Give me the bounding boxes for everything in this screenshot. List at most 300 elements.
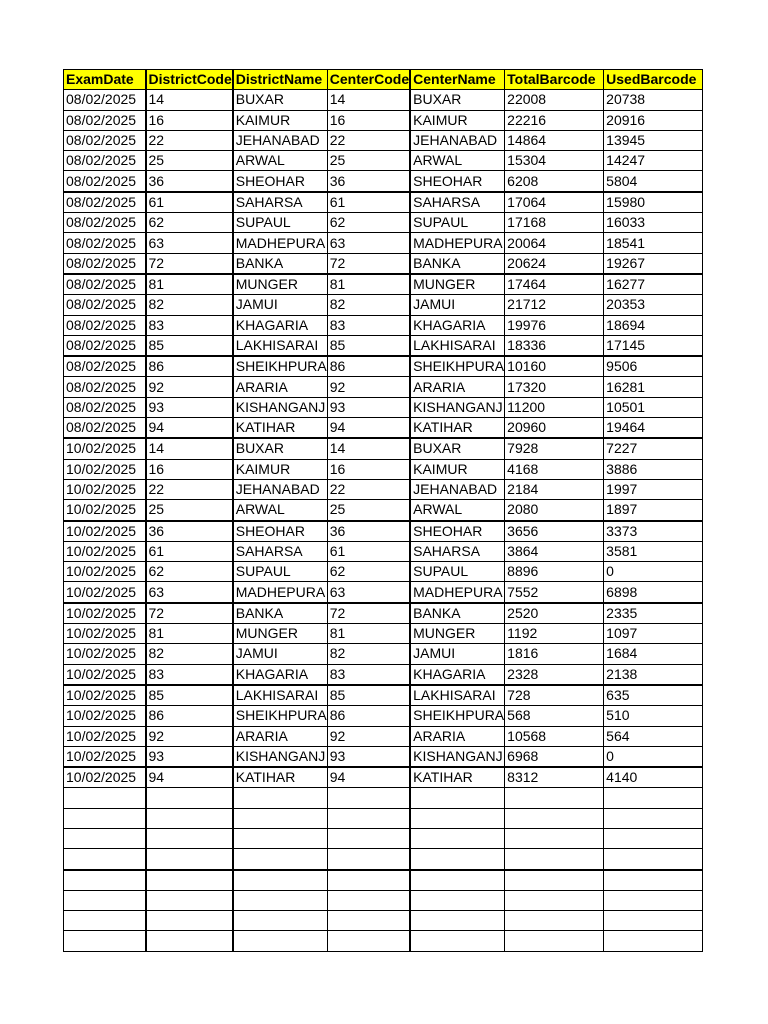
table-cell[interactable]: 6208 <box>505 171 604 192</box>
column-header[interactable]: ExamDate <box>64 70 146 90</box>
table-cell[interactable]: BUXAR <box>233 438 328 459</box>
table-cell[interactable]: 22 <box>146 479 233 499</box>
table-cell[interactable]: KAIMUR <box>410 459 505 479</box>
table-cell[interactable]: 20960 <box>505 418 604 439</box>
table-cell[interactable]: ARARIA <box>233 726 328 746</box>
table-cell[interactable]: 86 <box>327 706 410 726</box>
table-cell[interactable]: 21712 <box>505 295 604 315</box>
table-cell[interactable]: 13945 <box>604 130 703 150</box>
table-cell[interactable]: 19464 <box>604 418 703 439</box>
table-cell[interactable]: 08/02/2025 <box>64 295 146 315</box>
table-cell[interactable]: SUPAUL <box>410 213 505 233</box>
table-cell[interactable]: 1897 <box>604 500 703 521</box>
table-cell[interactable]: KATIHAR <box>233 418 328 439</box>
table-cell[interactable]: SHEIKHPURA <box>410 356 505 377</box>
table-cell[interactable] <box>146 849 233 870</box>
table-cell[interactable]: 16281 <box>604 377 703 397</box>
table-cell[interactable]: 11200 <box>505 397 604 417</box>
table-cell[interactable]: KHAGARIA <box>233 664 328 685</box>
table-cell[interactable]: 72 <box>327 603 410 624</box>
table-cell[interactable]: SAHARSA <box>233 541 328 561</box>
table-cell[interactable] <box>410 911 505 931</box>
table-cell[interactable]: 14 <box>327 438 410 459</box>
table-cell[interactable]: 08/02/2025 <box>64 213 146 233</box>
table-cell[interactable]: 10160 <box>505 356 604 377</box>
table-cell[interactable]: 08/02/2025 <box>64 335 146 356</box>
table-cell[interactable]: 10/02/2025 <box>64 541 146 561</box>
table-cell[interactable]: 08/02/2025 <box>64 315 146 335</box>
table-cell[interactable]: 08/02/2025 <box>64 171 146 192</box>
table-cell[interactable]: 2335 <box>604 603 703 624</box>
table-cell[interactable]: 8896 <box>505 562 604 582</box>
table-cell[interactable]: 22216 <box>505 110 604 130</box>
table-cell[interactable]: 83 <box>327 315 410 335</box>
table-cell[interactable] <box>410 808 505 828</box>
table-cell[interactable]: JAMUI <box>233 644 328 664</box>
table-cell[interactable]: BUXAR <box>233 90 328 110</box>
table-cell[interactable]: KATIHAR <box>410 767 505 788</box>
table-cell[interactable]: KATIHAR <box>410 418 505 439</box>
table-cell[interactable]: 568 <box>505 706 604 726</box>
table-cell[interactable]: 10/02/2025 <box>64 603 146 624</box>
table-cell[interactable]: 10/02/2025 <box>64 479 146 499</box>
table-cell[interactable]: 86 <box>146 706 233 726</box>
table-cell[interactable]: 63 <box>327 233 410 253</box>
table-cell[interactable]: 08/02/2025 <box>64 356 146 377</box>
table-cell[interactable]: 36 <box>327 171 410 192</box>
table-cell[interactable] <box>410 870 505 891</box>
table-cell[interactable] <box>327 849 410 870</box>
table-cell[interactable]: BUXAR <box>410 90 505 110</box>
table-cell[interactable]: 61 <box>327 541 410 561</box>
table-cell[interactable]: MADHEPURA <box>410 582 505 603</box>
table-cell[interactable]: BANKA <box>410 603 505 624</box>
table-cell[interactable]: JAMUI <box>233 295 328 315</box>
table-cell[interactable]: 6968 <box>505 746 604 767</box>
table-cell[interactable] <box>64 931 146 951</box>
table-cell[interactable]: 19267 <box>604 253 703 274</box>
table-cell[interactable]: 25 <box>327 151 410 171</box>
table-cell[interactable]: BUXAR <box>410 438 505 459</box>
table-cell[interactable]: 36 <box>327 521 410 542</box>
table-cell[interactable]: 1097 <box>604 624 703 644</box>
table-cell[interactable]: KAIMUR <box>233 110 328 130</box>
table-cell[interactable]: 15980 <box>604 192 703 213</box>
table-cell[interactable]: 93 <box>146 397 233 417</box>
table-cell[interactable]: KISHANGANJ <box>233 397 328 417</box>
table-cell[interactable]: 18541 <box>604 233 703 253</box>
table-cell[interactable]: 94 <box>146 767 233 788</box>
table-cell[interactable]: 62 <box>146 213 233 233</box>
table-cell[interactable]: 10/02/2025 <box>64 644 146 664</box>
table-cell[interactable]: 22008 <box>505 90 604 110</box>
table-cell[interactable] <box>327 788 410 808</box>
table-cell[interactable]: SHEOHAR <box>410 171 505 192</box>
table-cell[interactable]: 17168 <box>505 213 604 233</box>
table-cell[interactable]: SHEOHAR <box>410 521 505 542</box>
table-cell[interactable]: 86 <box>146 356 233 377</box>
table-cell[interactable]: 82 <box>146 295 233 315</box>
table-cell[interactable]: 22 <box>327 130 410 150</box>
table-cell[interactable]: 22 <box>146 130 233 150</box>
table-cell[interactable]: 25 <box>327 500 410 521</box>
table-cell[interactable]: 10/02/2025 <box>64 562 146 582</box>
table-cell[interactable]: 92 <box>146 726 233 746</box>
table-cell[interactable]: 20064 <box>505 233 604 253</box>
table-cell[interactable]: 7552 <box>505 582 604 603</box>
table-cell[interactable] <box>410 828 505 848</box>
table-cell[interactable]: 17064 <box>505 192 604 213</box>
table-cell[interactable]: 4140 <box>604 767 703 788</box>
table-cell[interactable]: 10/02/2025 <box>64 726 146 746</box>
table-cell[interactable]: 08/02/2025 <box>64 253 146 274</box>
table-cell[interactable]: ARARIA <box>410 377 505 397</box>
table-cell[interactable]: JEHANABAD <box>233 130 328 150</box>
table-cell[interactable]: 20738 <box>604 90 703 110</box>
table-cell[interactable] <box>505 890 604 910</box>
table-cell[interactable]: JEHANABAD <box>410 130 505 150</box>
table-cell[interactable]: 08/02/2025 <box>64 377 146 397</box>
table-cell[interactable]: 510 <box>604 706 703 726</box>
table-cell[interactable]: 3373 <box>604 521 703 542</box>
table-cell[interactable]: SHEIKHPURA <box>233 706 328 726</box>
table-cell[interactable]: 17464 <box>505 274 604 295</box>
table-cell[interactable]: 16 <box>146 110 233 130</box>
table-cell[interactable]: 08/02/2025 <box>64 130 146 150</box>
table-cell[interactable]: 10/02/2025 <box>64 664 146 685</box>
table-cell[interactable]: 10/02/2025 <box>64 746 146 767</box>
table-cell[interactable]: 19976 <box>505 315 604 335</box>
table-cell[interactable]: SHEIKHPURA <box>233 356 328 377</box>
table-cell[interactable]: 10/02/2025 <box>64 767 146 788</box>
table-cell[interactable]: 93 <box>146 746 233 767</box>
table-cell[interactable]: 08/02/2025 <box>64 192 146 213</box>
column-header[interactable]: DistrictCode <box>146 70 233 90</box>
table-cell[interactable]: ARARIA <box>233 377 328 397</box>
table-cell[interactable]: MUNGER <box>233 274 328 295</box>
table-cell[interactable]: 16033 <box>604 213 703 233</box>
table-cell[interactable]: SHEOHAR <box>233 171 328 192</box>
table-cell[interactable] <box>64 808 146 828</box>
table-cell[interactable] <box>604 788 703 808</box>
table-cell[interactable] <box>64 890 146 910</box>
table-cell[interactable]: 08/02/2025 <box>64 151 146 171</box>
table-cell[interactable]: 10/02/2025 <box>64 459 146 479</box>
table-cell[interactable] <box>604 931 703 951</box>
table-cell[interactable]: 25 <box>146 500 233 521</box>
table-cell[interactable]: 62 <box>327 213 410 233</box>
table-cell[interactable]: 2328 <box>505 664 604 685</box>
table-cell[interactable] <box>64 849 146 870</box>
table-cell[interactable]: 728 <box>505 685 604 706</box>
table-cell[interactable]: SUPAUL <box>233 562 328 582</box>
table-cell[interactable]: 61 <box>327 192 410 213</box>
table-cell[interactable]: 93 <box>327 746 410 767</box>
table-cell[interactable] <box>146 870 233 891</box>
table-cell[interactable]: 18694 <box>604 315 703 335</box>
table-cell[interactable]: MUNGER <box>233 624 328 644</box>
table-cell[interactable] <box>410 890 505 910</box>
table-cell[interactable] <box>233 788 328 808</box>
table-cell[interactable]: 08/02/2025 <box>64 418 146 439</box>
table-cell[interactable]: 61 <box>146 541 233 561</box>
table-cell[interactable]: 3581 <box>604 541 703 561</box>
table-cell[interactable]: 1192 <box>505 624 604 644</box>
table-cell[interactable]: 08/02/2025 <box>64 397 146 417</box>
table-cell[interactable] <box>604 849 703 870</box>
table-cell[interactable]: 61 <box>146 192 233 213</box>
table-cell[interactable]: 10568 <box>505 726 604 746</box>
table-cell[interactable]: 81 <box>327 274 410 295</box>
table-cell[interactable]: 7227 <box>604 438 703 459</box>
table-cell[interactable]: 18336 <box>505 335 604 356</box>
table-cell[interactable]: LAKHISARAI <box>410 335 505 356</box>
table-cell[interactable]: 85 <box>146 685 233 706</box>
table-cell[interactable]: 92 <box>327 726 410 746</box>
table-cell[interactable]: SAHARSA <box>410 541 505 561</box>
table-cell[interactable]: 564 <box>604 726 703 746</box>
table-cell[interactable]: 14 <box>146 90 233 110</box>
table-cell[interactable]: 16 <box>327 459 410 479</box>
table-cell[interactable]: 17145 <box>604 335 703 356</box>
table-cell[interactable]: 10/02/2025 <box>64 624 146 644</box>
table-cell[interactable]: 14 <box>146 438 233 459</box>
table-cell[interactable] <box>233 808 328 828</box>
table-cell[interactable]: KHAGARIA <box>233 315 328 335</box>
column-header[interactable]: DistrictName <box>233 70 328 90</box>
table-cell[interactable]: 25 <box>146 151 233 171</box>
table-cell[interactable]: 63 <box>327 582 410 603</box>
table-cell[interactable] <box>146 911 233 931</box>
table-cell[interactable] <box>604 828 703 848</box>
table-cell[interactable] <box>64 911 146 931</box>
table-cell[interactable]: 2184 <box>505 479 604 499</box>
table-cell[interactable]: 82 <box>327 644 410 664</box>
table-cell[interactable]: 10501 <box>604 397 703 417</box>
table-cell[interactable] <box>327 808 410 828</box>
table-cell[interactable]: ARWAL <box>233 151 328 171</box>
table-cell[interactable]: KAIMUR <box>233 459 328 479</box>
table-cell[interactable] <box>64 828 146 848</box>
table-cell[interactable]: JAMUI <box>410 644 505 664</box>
table-cell[interactable]: 83 <box>146 664 233 685</box>
table-cell[interactable]: 15304 <box>505 151 604 171</box>
table-cell[interactable] <box>410 931 505 951</box>
table-cell[interactable]: 20916 <box>604 110 703 130</box>
table-cell[interactable] <box>505 911 604 931</box>
table-cell[interactable] <box>327 870 410 891</box>
table-cell[interactable] <box>505 808 604 828</box>
table-cell[interactable] <box>410 788 505 808</box>
table-cell[interactable]: 16277 <box>604 274 703 295</box>
table-cell[interactable]: 14 <box>327 90 410 110</box>
table-cell[interactable]: SUPAUL <box>410 562 505 582</box>
table-cell[interactable]: 08/02/2025 <box>64 233 146 253</box>
table-cell[interactable] <box>505 849 604 870</box>
table-cell[interactable]: 92 <box>327 377 410 397</box>
table-cell[interactable]: SAHARSA <box>410 192 505 213</box>
table-cell[interactable]: 14864 <box>505 130 604 150</box>
table-cell[interactable]: LAKHISARAI <box>233 685 328 706</box>
table-cell[interactable]: 72 <box>146 253 233 274</box>
table-cell[interactable] <box>64 788 146 808</box>
table-cell[interactable]: KHAGARIA <box>410 315 505 335</box>
table-cell[interactable]: SHEIKHPURA <box>410 706 505 726</box>
table-cell[interactable]: 635 <box>604 685 703 706</box>
table-cell[interactable]: KISHANGANJ <box>410 397 505 417</box>
table-cell[interactable]: 92 <box>146 377 233 397</box>
table-cell[interactable]: 10/02/2025 <box>64 500 146 521</box>
table-cell[interactable]: KATIHAR <box>233 767 328 788</box>
table-cell[interactable]: 20353 <box>604 295 703 315</box>
table-cell[interactable] <box>604 890 703 910</box>
table-cell[interactable]: 5804 <box>604 171 703 192</box>
table-cell[interactable]: 81 <box>146 274 233 295</box>
table-cell[interactable]: 93 <box>327 397 410 417</box>
table-cell[interactable] <box>327 828 410 848</box>
table-cell[interactable]: 7928 <box>505 438 604 459</box>
table-cell[interactable]: KHAGARIA <box>410 664 505 685</box>
table-cell[interactable] <box>505 788 604 808</box>
table-cell[interactable]: 08/02/2025 <box>64 274 146 295</box>
column-header[interactable]: UsedBarcode <box>604 70 703 90</box>
table-cell[interactable]: 2080 <box>505 500 604 521</box>
table-cell[interactable]: 9506 <box>604 356 703 377</box>
table-cell[interactable] <box>233 849 328 870</box>
table-cell[interactable]: ARARIA <box>410 726 505 746</box>
table-cell[interactable]: 16 <box>146 459 233 479</box>
table-cell[interactable]: 82 <box>146 644 233 664</box>
table-cell[interactable]: BANKA <box>233 603 328 624</box>
table-cell[interactable] <box>146 890 233 910</box>
table-cell[interactable]: MUNGER <box>410 624 505 644</box>
table-cell[interactable] <box>146 788 233 808</box>
table-cell[interactable]: 86 <box>327 356 410 377</box>
table-cell[interactable]: 62 <box>146 562 233 582</box>
table-cell[interactable]: 10/02/2025 <box>64 582 146 603</box>
table-cell[interactable]: 85 <box>146 335 233 356</box>
table-cell[interactable] <box>327 931 410 951</box>
table-cell[interactable]: 16 <box>327 110 410 130</box>
table-cell[interactable]: 85 <box>327 685 410 706</box>
table-cell[interactable]: 3886 <box>604 459 703 479</box>
table-cell[interactable]: 08/02/2025 <box>64 90 146 110</box>
column-header[interactable]: CenterCode <box>327 70 410 90</box>
table-cell[interactable]: LAKHISARAI <box>233 335 328 356</box>
table-cell[interactable]: 83 <box>146 315 233 335</box>
table-cell[interactable]: 14247 <box>604 151 703 171</box>
table-cell[interactable]: MUNGER <box>410 274 505 295</box>
table-cell[interactable] <box>505 828 604 848</box>
table-cell[interactable]: 85 <box>327 335 410 356</box>
table-cell[interactable]: 3864 <box>505 541 604 561</box>
table-cell[interactable]: MADHEPURA <box>233 233 328 253</box>
table-cell[interactable]: 6898 <box>604 582 703 603</box>
table-cell[interactable]: 8312 <box>505 767 604 788</box>
table-cell[interactable] <box>64 870 146 891</box>
table-cell[interactable]: 94 <box>327 418 410 439</box>
table-cell[interactable]: 10/02/2025 <box>64 685 146 706</box>
table-cell[interactable]: JAMUI <box>410 295 505 315</box>
table-cell[interactable]: ARWAL <box>410 500 505 521</box>
table-cell[interactable] <box>604 808 703 828</box>
table-cell[interactable]: 94 <box>146 418 233 439</box>
table-cell[interactable]: 1684 <box>604 644 703 664</box>
table-cell[interactable]: 36 <box>146 521 233 542</box>
table-cell[interactable]: 2520 <box>505 603 604 624</box>
table-cell[interactable]: KISHANGANJ <box>410 746 505 767</box>
table-cell[interactable]: KISHANGANJ <box>233 746 328 767</box>
table-cell[interactable]: 08/02/2025 <box>64 110 146 130</box>
table-cell[interactable]: 4168 <box>505 459 604 479</box>
table-cell[interactable] <box>233 931 328 951</box>
table-cell[interactable] <box>327 911 410 931</box>
table-cell[interactable]: 63 <box>146 582 233 603</box>
table-cell[interactable] <box>505 870 604 891</box>
table-cell[interactable]: 1997 <box>604 479 703 499</box>
table-cell[interactable]: JEHANABAD <box>410 479 505 499</box>
table-cell[interactable] <box>327 890 410 910</box>
table-cell[interactable] <box>146 828 233 848</box>
table-cell[interactable]: 10/02/2025 <box>64 706 146 726</box>
table-cell[interactable]: 36 <box>146 171 233 192</box>
table-cell[interactable]: SUPAUL <box>233 213 328 233</box>
table-cell[interactable]: 0 <box>604 562 703 582</box>
table-cell[interactable] <box>233 890 328 910</box>
table-cell[interactable]: MADHEPURA <box>410 233 505 253</box>
table-cell[interactable]: 83 <box>327 664 410 685</box>
table-cell[interactable] <box>505 931 604 951</box>
table-cell[interactable]: KAIMUR <box>410 110 505 130</box>
table-cell[interactable]: 82 <box>327 295 410 315</box>
table-cell[interactable]: 72 <box>146 603 233 624</box>
table-cell[interactable]: BANKA <box>410 253 505 274</box>
table-cell[interactable]: BANKA <box>233 253 328 274</box>
table-cell[interactable]: 10/02/2025 <box>64 521 146 542</box>
table-cell[interactable]: 1816 <box>505 644 604 664</box>
table-cell[interactable] <box>233 911 328 931</box>
table-cell[interactable]: JEHANABAD <box>233 479 328 499</box>
table-cell[interactable] <box>146 808 233 828</box>
table-cell[interactable]: 10/02/2025 <box>64 438 146 459</box>
column-header[interactable]: CenterName <box>410 70 505 90</box>
table-cell[interactable]: LAKHISARAI <box>410 685 505 706</box>
table-cell[interactable]: 0 <box>604 746 703 767</box>
table-cell[interactable]: 81 <box>327 624 410 644</box>
table-cell[interactable]: 72 <box>327 253 410 274</box>
table-cell[interactable]: ARWAL <box>410 151 505 171</box>
table-cell[interactable]: MADHEPURA <box>233 582 328 603</box>
table-cell[interactable] <box>604 911 703 931</box>
table-cell[interactable]: 3656 <box>505 521 604 542</box>
table-cell[interactable]: SAHARSA <box>233 192 328 213</box>
table-cell[interactable] <box>604 870 703 891</box>
table-cell[interactable]: 2138 <box>604 664 703 685</box>
column-header[interactable]: TotalBarcode <box>505 70 604 90</box>
table-cell[interactable]: 62 <box>327 562 410 582</box>
table-cell[interactable]: 94 <box>327 767 410 788</box>
table-cell[interactable]: SHEOHAR <box>233 521 328 542</box>
table-cell[interactable]: 22 <box>327 479 410 499</box>
table-cell[interactable] <box>233 870 328 891</box>
table-cell[interactable] <box>146 931 233 951</box>
table-cell[interactable]: ARWAL <box>233 500 328 521</box>
table-cell[interactable]: 17320 <box>505 377 604 397</box>
table-cell[interactable]: 20624 <box>505 253 604 274</box>
table-cell[interactable] <box>233 828 328 848</box>
table-cell[interactable]: 63 <box>146 233 233 253</box>
table-cell[interactable] <box>410 849 505 870</box>
